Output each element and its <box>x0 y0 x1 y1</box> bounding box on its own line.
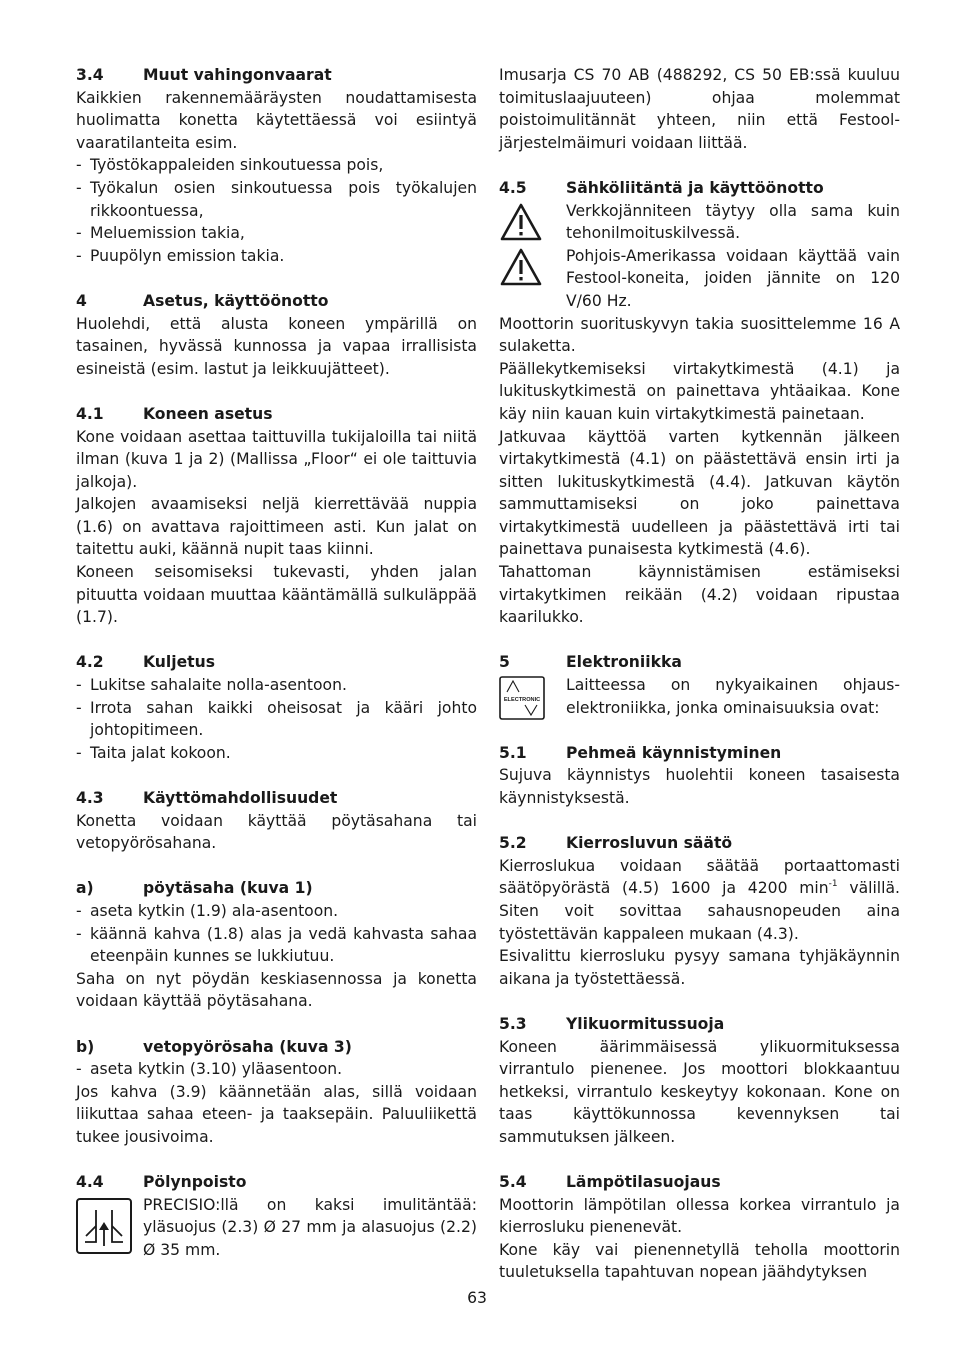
section-number: 5.2 <box>499 834 527 853</box>
section-heading <box>499 177 900 200</box>
section-heading <box>76 403 477 426</box>
list-item: - aseta kytkin (3.10) yläasentoon. <box>76 1060 343 1079</box>
section-heading <box>499 1013 900 1036</box>
section-title: Ylikuormitussuoja <box>566 1014 725 1033</box>
section-heading <box>76 787 477 810</box>
section-title: Pölynpoisto <box>143 1173 247 1192</box>
section-number: 4.2 <box>76 653 104 672</box>
section-heading <box>76 877 477 900</box>
paragraph: Kaikkien rakennemääräysten noudattamisesta huolimatta konetta käytettäessä voi esiintyä vaaratilanteita esim. <box>76 88 477 152</box>
paragraph: Saha on nyt pöydän keskiasennossa ja konetta voidaan käyttää pöytäsahana. <box>76 969 477 1011</box>
electronic-icon <box>499 676 545 720</box>
paragraph: Kone voidaan asettaa taittuvilla tukijaloilla tai niitä ilman (kuva 1 ja 2) (Mallissa „Floor“ ei ole taittuvia jalkoja). <box>76 427 477 491</box>
section-heading <box>76 651 477 674</box>
dust-extraction-icon <box>76 1198 132 1254</box>
section-number: 4.5 <box>499 178 527 197</box>
left-column <box>76 64 477 1284</box>
section-title: Elektroniikka <box>566 653 682 672</box>
paragraph: Kierroslukua voidaan säätää portaattomasti säätöpyörästä (4.5) 1600 ja 4200 $\min^{-1}$ välillä. Siten voit sovittaa sahausnopeuden aina työstettävän kappaleen mukaan (4.3). <box>499 856 900 943</box>
section-title: Sähköliitäntä ja käyttöönotto <box>566 178 824 197</box>
section-number: a) <box>76 879 94 898</box>
list-item: - Irrota sahan kaikki oheisosat ja kääri johto johtopitimeen. <box>76 698 477 740</box>
section-heading <box>499 1171 900 1194</box>
section-4-5 <box>499 177 900 629</box>
section-title: Kuljetus <box>143 653 216 672</box>
paragraph: Verkkojänniteen täytyy olla sama kuin tehonilmoituskilvessä. <box>566 201 900 243</box>
paragraph: Kone käy vai pienennetyllä teholla moottorin tuuletuksella tapahtuvan nopean jäähdytyksen <box>499 1240 900 1282</box>
section-number: 4 <box>76 291 87 310</box>
list-item: - Lukitse sahalaite nolla-asentoon. <box>76 676 347 695</box>
paragraph: Imusarja CS 70 AB (488292, CS 50 EB:ssä kuuluu toimituslaajuuteen) ohjaa molemmat poistoimulitännät yhteen, niin että Festool-järjestelmäimuri voidaan liittää. <box>499 66 900 152</box>
list-item: - aseta kytkin (1.9) ala-asentoon. <box>76 901 339 920</box>
list-item: - Meluemission takia, <box>76 224 245 243</box>
electronic-label: ELECTRONIC <box>503 697 541 704</box>
section-number: b) <box>76 1037 95 1056</box>
paragraph: Jalkojen avaamiseksi neljä kierrettävää nuppia (1.6) on avattava rajoittimeen asti. Kun jalat on taitettu auki, käännä nupit taas kiinni. <box>76 495 477 559</box>
paragraph: PRECISIO:llä on kaksi imulitäntää: yläsuojus (2.3) Ø 27 mm ja alasuojus (2.2) Ø 35 mm. <box>143 1195 477 1259</box>
section-intro <box>499 64 900 154</box>
paragraph: Laitteessa on nykyaikainen ohjaus-elektroniikka, jonka ominaisuuksia ovat: <box>566 676 900 717</box>
page-number: 63 <box>467 1289 487 1307</box>
section-4-2 <box>76 651 477 764</box>
section-title: pöytäsaha (kuva 1) <box>143 879 313 898</box>
paragraph: Pohjois-Amerikassa voidaan käyttää vain Festool-koneita, joiden jännite on 120 V/60 Hz. <box>566 246 900 310</box>
section-b <box>76 1036 477 1149</box>
section-number: 5.4 <box>499 1173 527 1192</box>
warning-icon <box>499 202 543 242</box>
section-title: Koneen asetus <box>143 404 273 423</box>
section-5 <box>499 651 900 719</box>
section-5-1 <box>499 742 900 810</box>
section-heading <box>499 832 900 855</box>
section-title: Pehmeä käynnistyminen <box>566 743 782 762</box>
paragraph: Moottorin lämpötilan ollessa korkea virrantulo ja kierrosluku pienenevät. <box>499 1195 900 1237</box>
list-item: - Puupölyn emission takia. <box>76 246 285 265</box>
section-title: Lämpötilasuojaus <box>566 1173 721 1192</box>
section-title: Käyttömahdollisuudet <box>143 789 338 807</box>
section-heading <box>76 1171 477 1194</box>
section-title: Kierrosluvun säätö <box>566 834 733 853</box>
paragraph: Päällekytkemiseksi virtakytkimestä (4.1) ja lukituskytkimestä on painettava yhtäaikaa. Kone käy niin kauan kuin virtakytkimestä painetaan. <box>499 359 900 423</box>
list-item: - Taita jalat kokoon. <box>76 743 231 762</box>
section-4 <box>76 290 477 380</box>
paragraph: Huolehdi, että alusta koneen ympärillä on tasainen, hyvässä kunnossa ja vapaa irrallisista esineistä (esim. lastut ja leikkuujätteet). <box>76 314 477 378</box>
list-item: - Työstökappaleiden sinkoutuessa pois, <box>76 156 384 175</box>
section-number: 3.4 <box>76 66 104 84</box>
section-a <box>76 877 477 1013</box>
section-5-3 <box>499 1013 900 1149</box>
section-5-4 <box>499 1171 900 1284</box>
section-title: Asetus, käyttöönotto <box>143 291 329 310</box>
section-4-4 <box>76 1171 477 1261</box>
paragraph: Jatkuvaa käyttöä varten kytkennän jälkeen virtakytkimestä (4.1) on päästettävä ensin irti ja sitten lukituskytkimestä (4.4). Jatkuvan käytön sammuttamiseksi on joko painettava virtakytkimestä uudelleen ja päästettävä irti tai painettava punaisesta kytkimestä (4.6). <box>499 427 900 559</box>
paragraph: Esivalittu kierrosluku pysyy samana tyhjäkäynnin aikana ja työstettäessä. <box>499 947 900 988</box>
section-heading <box>76 1036 477 1059</box>
paragraph: Koneen äärimmäisessä ylikuormituksessa virrantulo pienenee. Jos moottori blokkaantuu hetkeksi, virrantulo keskeytyy kokonaan. Kone on taas käyttökunnossa kevennyksen tai sammutuksen jälkeen. <box>499 1037 900 1146</box>
section-4-1 <box>76 403 477 629</box>
section-heading <box>76 290 477 313</box>
section-number: 4.3 <box>76 789 104 807</box>
paragraph: Jos kahva (3.9) käännetään alas, sillä voidaan liikuttaa sahaa eteen- ja taaksepäin. Paluuliikettä tukee jousivoima. <box>76 1082 477 1146</box>
paragraph: Tahattoman käynnistämisen estämiseksi virtakytkimen reikään (4.2) voidaan ripustaa kaarilukko. <box>499 563 900 627</box>
list-item: - käännä kahva (1.8) alas ja vedä kahvasta sahaa eteenpäin kunnes se lukkiutuu. <box>76 924 477 966</box>
list-item: - Työkalun osien sinkoutuessa pois työkalujen rikkoontuessa, <box>76 178 477 220</box>
section-title: vetopyörösaha (kuva 3) <box>143 1037 352 1056</box>
section-title: Muut vahingonvaarat <box>143 66 332 84</box>
paragraph: Sujuva käynnistys huolehtii koneen tasaisesta käynnistyksestä. <box>499 766 900 807</box>
paragraph: Konetta voidaan käyttää pöytäsahana tai vetopyörösahana. <box>76 811 477 853</box>
warning-icon <box>499 247 543 287</box>
section-number: 5.1 <box>499 743 527 762</box>
section-number: 4.4 <box>76 1173 104 1192</box>
section-number: 5 <box>499 653 510 672</box>
section-4-3 <box>76 787 477 855</box>
section-heading <box>499 742 900 765</box>
section-number: 5.3 <box>499 1014 527 1033</box>
paragraph: Moottorin suorituskyvyn takia suosittelemme 16 A sulaketta. <box>499 314 900 356</box>
right-column <box>499 64 900 1307</box>
section-5-2 <box>499 832 900 990</box>
paragraph: Koneen seisomiseksi tukevasti, yhden jalan pituutta voidaan muuttaa kääntämällä sulkuläppää (1.7). <box>76 563 477 627</box>
section-number: 4.1 <box>76 404 104 423</box>
section-3-4 <box>76 64 477 267</box>
section-heading <box>499 651 900 674</box>
section-heading <box>76 64 477 87</box>
